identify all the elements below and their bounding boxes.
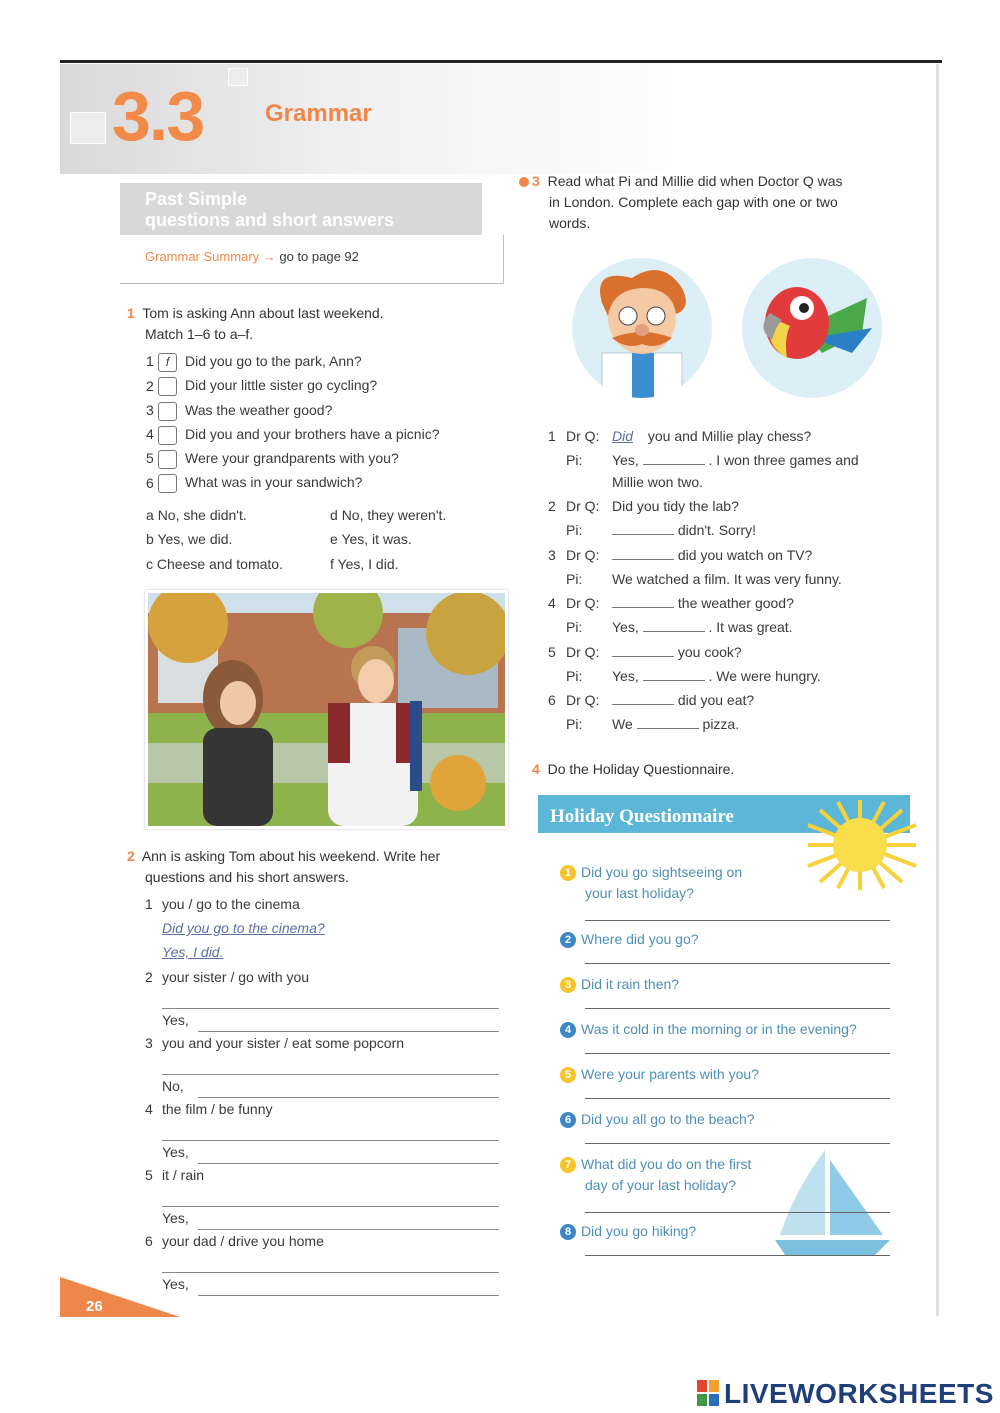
ex1-question-row	[146, 426, 439, 450]
unit-number: 3.3	[112, 77, 204, 155]
speaker-pi: Pi:	[566, 716, 583, 732]
questionnaire-question-cont: day of your last holiday?	[585, 1177, 736, 1193]
speaker-pi: Pi:	[566, 619, 583, 635]
questionnaire-question: Did you all go to the beach?	[581, 1111, 755, 1127]
prompt-text: it / rain	[162, 1167, 205, 1183]
grammar-summary-label: Grammar Summary	[145, 249, 260, 264]
speaker-pi: Pi:	[566, 452, 583, 468]
questionnaire-item	[560, 1109, 755, 1130]
answer-box[interactable]	[158, 402, 177, 421]
questionnaire-question: Where did you go?	[581, 931, 699, 947]
arrow-right-icon: →	[262, 249, 276, 264]
ex3-instruction	[532, 171, 843, 234]
gap-blank[interactable]	[643, 668, 705, 681]
ex2-prompt	[145, 1101, 273, 1117]
questionnaire-question: What did you do on the first	[581, 1156, 752, 1172]
ex2-question-line[interactable]	[162, 1139, 499, 1141]
ex1-instruction	[127, 303, 384, 345]
dialogue-text: did you watch on TV?	[674, 546, 813, 563]
answer-text: Cheese and tomato.	[156, 555, 283, 572]
item-number: 1	[145, 896, 153, 912]
answer-box[interactable]	[158, 474, 177, 493]
gap-blank[interactable]	[612, 595, 674, 608]
questionnaire-item	[560, 1019, 857, 1040]
ex1-answer-option	[330, 507, 446, 523]
dialogue-answer-row	[566, 668, 821, 684]
dialogue-continuation: Millie won two.	[612, 474, 704, 490]
dialogue-text: Yes,	[612, 452, 643, 468]
dialogue-text: We	[612, 716, 637, 732]
ex1-instruction-line1: Tom is asking Ann about last weekend.	[142, 305, 384, 321]
top-rule	[60, 60, 942, 63]
number-badge-icon: 3	[560, 977, 576, 993]
dialogue-text: Yes,	[612, 619, 643, 635]
liveworksheets-logo[interactable]: LIVEWORKSHEETS	[724, 1378, 994, 1409]
doctor-q-icon	[572, 258, 712, 398]
questionnaire-item	[560, 929, 699, 950]
dialogue-text: . We were hungry.	[704, 667, 821, 684]
ex2-prompt	[145, 969, 309, 985]
ex1-instruction-line2: Match 1–6 to a–f.	[145, 326, 254, 342]
answer-letter: a	[146, 507, 158, 523]
ex1-question-row	[146, 474, 439, 498]
dialogue-question-row	[548, 595, 794, 611]
gap-blank[interactable]	[612, 522, 674, 535]
dialogue-question-row	[548, 428, 811, 444]
dialogue-text: pizza.	[698, 716, 740, 732]
answer-text: Yes, I did.	[337, 555, 399, 572]
questionnaire-question: Did it rain then?	[581, 976, 680, 992]
questionnaire-item	[560, 1221, 696, 1242]
header-square-deco	[228, 68, 248, 86]
prompt-text: your sister / go with you	[162, 969, 310, 985]
dialogue-number: 6	[548, 692, 556, 708]
page-number: 26	[86, 1298, 103, 1315]
ex2-prompt	[145, 1035, 404, 1051]
speaker-drq: Dr Q:	[566, 692, 600, 708]
ex2-answer-line[interactable]	[198, 1162, 499, 1164]
gap-blank[interactable]	[612, 547, 674, 560]
teens-photo-illustration	[148, 593, 505, 826]
ex1-number: 1	[127, 305, 135, 321]
dialogue-number: 1	[548, 428, 556, 444]
questionnaire-question: Did you go sightseeing on	[581, 864, 743, 880]
header-square-deco	[70, 112, 106, 144]
ex2-number: 2	[127, 848, 135, 864]
speaker-drq: Dr Q:	[566, 546, 600, 563]
sailboat-icon	[775, 1150, 890, 1258]
speaker-drq: Dr Q:	[566, 595, 600, 611]
ex1-answer-option	[146, 556, 283, 572]
questionnaire-answer-line[interactable]	[585, 1212, 890, 1213]
ex2-question-line[interactable]	[162, 1271, 499, 1273]
question-text: Were your grandparents with you?	[185, 450, 399, 467]
dialogue-number: 5	[548, 643, 556, 660]
dialogue-text: didn't. Sorry!	[674, 522, 757, 538]
answer-box[interactable]	[158, 450, 177, 469]
item-number: 4	[145, 1101, 153, 1117]
ex2-prompt	[145, 896, 300, 912]
dialogue-question-row	[548, 547, 812, 563]
speaker-drq: Dr Q:	[566, 428, 600, 444]
ex2-prompt	[145, 1233, 324, 1249]
questionnaire-title: Holiday Questionnaire	[550, 806, 734, 827]
dialogue-text: the weather good?	[674, 595, 794, 611]
question-number: 1	[146, 353, 154, 370]
ex4-instruction	[532, 759, 734, 780]
answer-text: Yes, it was.	[341, 531, 412, 548]
ex2-instruction	[127, 846, 440, 888]
dialogue-answer-row	[566, 716, 739, 732]
ex2-answer-line[interactable]	[198, 1228, 499, 1230]
ex2-example-answer: Yes, I did.	[162, 944, 224, 960]
ex2-answer-line[interactable]	[198, 1030, 499, 1032]
questionnaire-item	[560, 862, 742, 904]
ex3-instruction-line3: words.	[549, 215, 591, 231]
grammar-summary-page: go to page 92	[279, 249, 359, 264]
answer-letter: b	[146, 531, 158, 548]
speaker-drq: Dr Q:	[566, 643, 600, 660]
questionnaire-answer-line[interactable]	[585, 963, 890, 964]
parrot-icon	[742, 258, 882, 398]
dialogue-question-row	[548, 498, 739, 514]
parrot-pi-illustration	[742, 258, 882, 398]
gap-blank[interactable]	[612, 692, 674, 705]
ex1-question-row	[146, 353, 439, 377]
star-dot-icon	[519, 177, 529, 187]
questionnaire-question: Were your parents with you?	[581, 1066, 759, 1082]
ex2-answer-start: No,	[162, 1078, 184, 1094]
dialogue-number: 3	[548, 546, 556, 563]
answer-text: Yes, we did.	[157, 531, 233, 548]
questionnaire-item	[560, 974, 679, 995]
answer-text: No, she didn't.	[157, 507, 247, 523]
questionnaire-answer-line[interactable]	[585, 1098, 890, 1099]
speaker-pi: Pi:	[566, 570, 583, 587]
speaker-pi: Pi:	[566, 522, 583, 538]
number-badge-icon: 2	[560, 932, 576, 948]
prompt-text: you and your sister / eat some popcorn	[162, 1035, 405, 1051]
ex1-answer-option	[330, 556, 399, 572]
ex4-instruction-text: Do the Holiday Questionnaire.	[547, 761, 735, 777]
answer-letter: e	[330, 531, 342, 548]
item-number: 5	[145, 1167, 153, 1183]
question-number: 4	[146, 426, 154, 443]
dialogue-text: We watched a film. It was very funny.	[612, 570, 842, 587]
ex3-instruction-line2: in London. Complete each gap with one or two	[549, 194, 838, 210]
questionnaire-answer-line[interactable]	[585, 1008, 890, 1009]
answer-box[interactable]: f	[158, 353, 177, 372]
dialogue-answer-row	[566, 452, 859, 468]
questionnaire-answer-line[interactable]	[585, 1255, 890, 1256]
number-badge-icon: 4	[560, 1022, 576, 1038]
questionnaire-question-cont: your last holiday?	[585, 885, 694, 901]
ex2-question-line[interactable]	[162, 1073, 499, 1075]
teens-photo	[145, 590, 508, 829]
ex1-question-list	[146, 353, 439, 499]
dialogue-text: did you eat?	[674, 692, 755, 708]
answer-letter: d	[330, 507, 342, 523]
question-text: Did you go to the park, Ann?	[185, 353, 362, 370]
question-text: Was the weather good?	[185, 401, 333, 418]
grammar-box-subtitle: questions and short answers	[145, 210, 395, 230]
number-badge-icon: 5	[560, 1067, 576, 1083]
questionnaire-answer-line[interactable]	[585, 920, 890, 921]
number-badge-icon: 7	[560, 1157, 576, 1173]
item-number: 6	[145, 1233, 153, 1249]
ex2-answer-start: Yes,	[162, 1144, 189, 1160]
ex2-answer-start: Yes,	[162, 1276, 189, 1292]
answer-letter: c	[146, 555, 157, 572]
gap-blank[interactable]	[612, 644, 674, 657]
dialogue-question-row	[548, 644, 742, 660]
dialogue-text: . I won three games and	[704, 452, 859, 468]
ex2-answer-start: Yes,	[162, 1012, 189, 1028]
answer-box[interactable]	[158, 426, 177, 445]
prompt-text: your dad / drive you home	[162, 1233, 324, 1249]
ex2-prompt	[145, 1167, 204, 1183]
ex2-question-line[interactable]	[162, 1205, 499, 1207]
question-text: What was in your sandwich?	[185, 474, 363, 491]
ex1-question-row	[146, 450, 439, 474]
dialogue-text: you and Millie play chess?	[644, 428, 812, 444]
answer-text: No, they weren't.	[341, 507, 447, 523]
questionnaire-question: Was it cold in the morning or in the evening?	[581, 1021, 857, 1037]
ex2-instruction-line1: Ann is asking Tom about his weekend. Write her	[141, 848, 441, 864]
number-badge-icon: 6	[560, 1112, 576, 1128]
dialogue-text: Yes,	[612, 667, 643, 684]
question-number: 6	[146, 474, 154, 491]
item-number: 2	[145, 969, 153, 985]
gap-blank[interactable]	[643, 619, 705, 632]
ex3-number: 3	[532, 173, 540, 189]
right-edge	[936, 64, 939, 1316]
dialogue-text: Did you tidy the lab?	[612, 498, 739, 514]
ex2-answer-start: Yes,	[162, 1210, 189, 1226]
ex2-instruction-line2: questions and his short answers.	[145, 869, 349, 885]
prompt-text: the film / be funny	[162, 1101, 273, 1117]
grammar-box-title: Past Simple	[145, 189, 248, 209]
number-badge-icon: 8	[560, 1224, 576, 1240]
gap-blank[interactable]	[643, 452, 705, 465]
ex3-instruction-line1: Read what Pi and Millie did when Doctor Q was	[547, 173, 843, 189]
number-badge-icon: 1	[560, 865, 576, 881]
ex1-question-row	[146, 377, 439, 401]
dialogue-text: . It was great.	[704, 619, 793, 635]
liveworksheets-logo-icon	[697, 1380, 719, 1406]
dialogue-answer-row	[566, 571, 842, 587]
questionnaire-item	[560, 1154, 751, 1196]
ex2-answer-line[interactable]	[198, 1294, 499, 1296]
ex4-number: 4	[532, 761, 540, 777]
question-text: Did your little sister go cycling?	[185, 377, 378, 394]
question-text: Did you and your brothers have a picnic?	[185, 426, 440, 443]
dialogue-number: 4	[548, 595, 556, 611]
ex2-answer-line[interactable]	[198, 1096, 499, 1098]
question-number: 3	[146, 401, 154, 418]
ex1-answer-option	[330, 531, 412, 547]
gap-blank[interactable]	[637, 716, 699, 729]
dialogue-answer-row	[566, 522, 756, 538]
dialogue-text: you cook?	[674, 643, 742, 660]
questionnaire-item	[560, 1064, 759, 1085]
ex2-example-question: Did you go to the cinema?	[162, 920, 325, 936]
answer-letter: f	[330, 555, 338, 572]
dialogue-answer-row	[566, 619, 793, 635]
dialogue-question-row	[548, 692, 754, 708]
dialogue-number: 2	[548, 498, 556, 514]
speaker-pi: Pi:	[566, 667, 583, 684]
sun-icon	[798, 800, 923, 890]
section-title: Grammar	[265, 100, 372, 127]
item-number: 3	[145, 1035, 153, 1051]
ex1-answer-option	[146, 507, 247, 523]
ex1-answer-option	[146, 531, 232, 547]
grammar-summary-link[interactable]	[145, 249, 359, 264]
questionnaire-question: Did you go hiking?	[581, 1223, 697, 1239]
answer-box[interactable]	[158, 377, 177, 396]
prompt-text: you / go to the cinema	[162, 896, 300, 912]
speaker-drq: Dr Q:	[566, 498, 600, 514]
question-number: 5	[146, 450, 154, 467]
ex1-question-row	[146, 402, 439, 426]
doctor-q-illustration	[572, 258, 712, 398]
example-fill: Did	[612, 428, 634, 444]
question-number: 2	[146, 377, 154, 394]
questionnaire-answer-line[interactable]	[585, 1053, 890, 1054]
questionnaire-answer-line[interactable]	[585, 1143, 890, 1144]
ex2-question-line[interactable]	[162, 1007, 499, 1009]
